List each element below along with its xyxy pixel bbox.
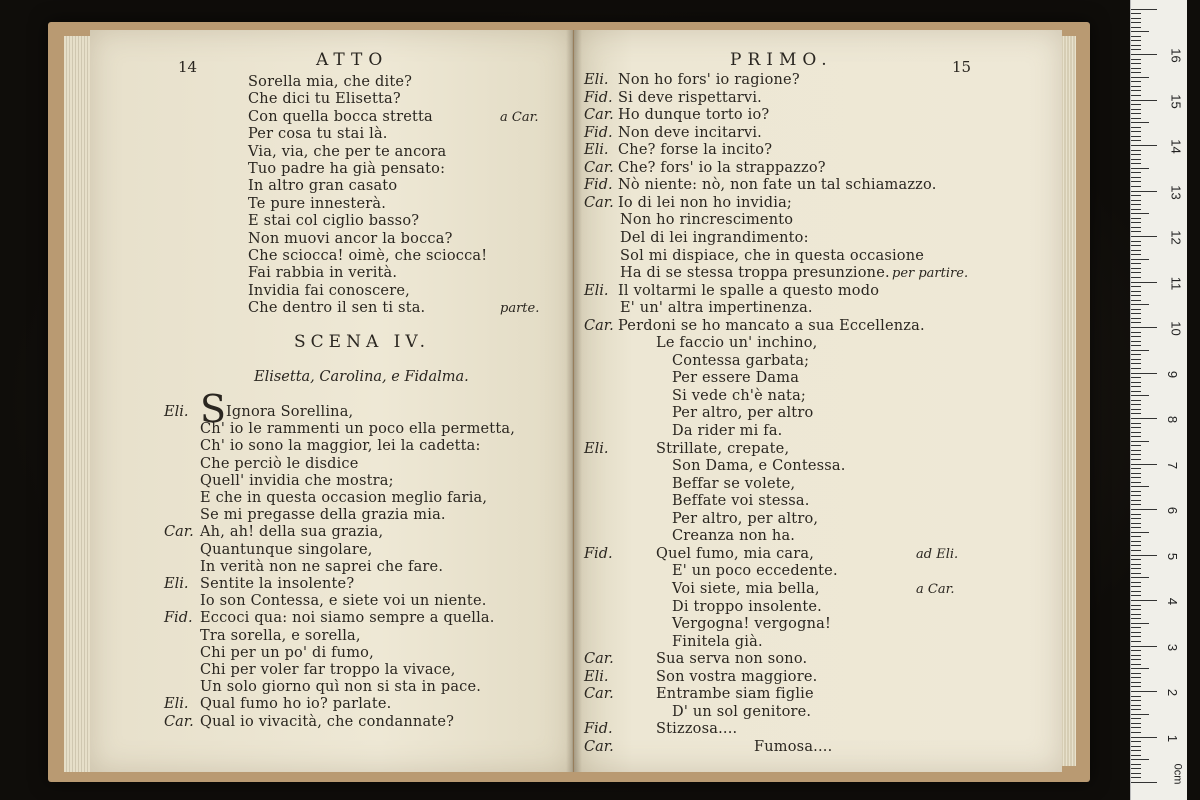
ruler-tick <box>1131 204 1141 205</box>
ruler-tick <box>1131 86 1141 87</box>
ruler-tick <box>1131 432 1141 433</box>
ruler-tick <box>1131 163 1141 164</box>
stage-direction: a Car. <box>500 109 539 125</box>
ruler-tick <box>1131 732 1141 733</box>
verse-line: Che dici tu Elisetta? <box>248 91 401 108</box>
ruler-tick <box>1131 336 1141 337</box>
ruler-label: 3 <box>1165 643 1181 651</box>
ruler-label: 9 <box>1165 370 1181 378</box>
ruler-tick <box>1131 723 1141 724</box>
ruler-tick <box>1131 286 1141 287</box>
ruler-tick <box>1131 254 1141 255</box>
stage-direction: parte. <box>500 301 540 317</box>
ruler-tick <box>1131 404 1141 405</box>
ruler-tick <box>1131 373 1157 374</box>
ruler-tick <box>1131 423 1141 424</box>
ruler-tick <box>1131 227 1141 228</box>
ruler-label: 11 <box>1168 276 1184 290</box>
ruler-tick <box>1131 263 1141 264</box>
ruler-tick <box>1131 186 1141 187</box>
ruler-tick <box>1131 477 1141 478</box>
ruler-tick <box>1131 573 1141 574</box>
dialogue-line: Quell' invidia che mostra; <box>200 472 394 489</box>
ruler-tick <box>1131 159 1141 160</box>
dialogue-line: Vergogna! vergogna! <box>672 616 831 633</box>
ruler-tick <box>1131 595 1141 596</box>
ruler-tick <box>1131 627 1141 628</box>
ruler-tick <box>1131 113 1141 114</box>
ruler-tick <box>1131 577 1149 578</box>
measurement-ruler <box>1130 0 1187 800</box>
ruler-tick <box>1131 545 1141 546</box>
speaker-label: Car. <box>584 317 614 334</box>
dialogue-line: Beffate voi stessa. <box>672 493 810 510</box>
ruler-tick <box>1131 668 1149 669</box>
left-running-head: ATTO <box>316 50 389 70</box>
ruler-tick <box>1131 136 1141 137</box>
ruler-tick <box>1131 63 1141 64</box>
ruler-tick <box>1131 664 1141 665</box>
drop-cap: S <box>200 387 227 431</box>
ruler-tick <box>1131 436 1141 437</box>
ruler-tick <box>1131 495 1141 496</box>
ruler-tick <box>1131 459 1141 460</box>
ruler-tick <box>1131 168 1149 169</box>
dialogue-line: Che? fors' io la strappazzo? <box>618 159 826 176</box>
ruler-tick <box>1131 250 1141 251</box>
ruler-tick <box>1131 172 1141 173</box>
stage-direction: per partire. <box>892 266 969 282</box>
right-running-head: PRIMO. <box>730 50 833 70</box>
speaker-label: Car. <box>584 159 614 176</box>
ruler-tick <box>1131 418 1157 419</box>
ruler-tick <box>1131 768 1141 769</box>
dialogue-line: Contessa garbata; <box>672 352 810 369</box>
dialogue-line: Ho dunque torto io? <box>618 107 770 124</box>
ruler-tick <box>1131 714 1149 715</box>
ruler-tick <box>1131 727 1141 728</box>
ruler-tick <box>1131 291 1141 292</box>
dialogue-line: Quel fumo, mia cara, <box>656 545 815 562</box>
verse-line: E stai col ciglio basso? <box>248 213 420 230</box>
ruler-tick <box>1131 395 1149 396</box>
ruler-tick <box>1131 509 1157 510</box>
verse-line: Te pure innesterà. <box>248 195 387 212</box>
speaker-label: Car. <box>164 713 194 730</box>
dialogue-line: Nò niente: nò, non fate un tal schiamazzo. <box>618 177 937 194</box>
ruler-tick <box>1131 518 1141 519</box>
left-page-number: 14 <box>178 58 198 76</box>
ruler-tick <box>1131 564 1141 565</box>
verse-line: Tuo padre ha già pensato: <box>248 161 446 177</box>
ruler-label: 7 <box>1165 461 1181 469</box>
ruler-tick <box>1131 377 1141 378</box>
dialogue-line: E' un poco eccedente. <box>672 563 838 580</box>
ruler-tick <box>1131 332 1141 333</box>
scene-heading: SCENA IV. <box>294 332 431 352</box>
ruler-label: 16 <box>1168 48 1184 63</box>
ruler-tick <box>1131 514 1141 515</box>
ruler-tick <box>1131 295 1141 296</box>
dialogue-line: Di troppo insolente. <box>672 598 822 615</box>
ruler-tick <box>1131 500 1141 501</box>
speaker-label: Car. <box>164 524 194 541</box>
ruler-tick <box>1131 277 1141 278</box>
ruler-tick <box>1131 450 1141 451</box>
ruler-tick <box>1131 659 1141 660</box>
dialogue-line: Io son Contessa, e siete voi un niente. <box>200 593 487 610</box>
dialogue-line: Quantunque singolare, <box>200 541 373 558</box>
right-page-number: 15 <box>952 58 972 76</box>
ruler-tick <box>1131 309 1141 310</box>
dialogue-line: Qual io vivacità, che condannate? <box>200 713 455 730</box>
ruler-tick <box>1131 527 1141 528</box>
ruler-tick <box>1131 504 1141 505</box>
ruler-tick <box>1131 409 1141 410</box>
ruler-label: 5 <box>1165 552 1181 560</box>
ruler-label: 14 <box>1168 139 1184 154</box>
ruler-tick <box>1131 359 1141 360</box>
ruler-tick <box>1131 473 1141 474</box>
ruler-tick <box>1131 36 1141 37</box>
ruler-tick <box>1131 40 1141 41</box>
cast-line: Elisetta, Carolina, e Fidalma. <box>254 369 469 385</box>
speaker-label: Fid. <box>164 610 193 627</box>
dialogue-line: Un solo giorno quì non si sta in pace. <box>200 679 482 696</box>
ruler-tick <box>1131 327 1157 328</box>
dialogue-line: Del di lei ingrandimento: <box>620 229 809 246</box>
ruler-tick <box>1131 218 1141 219</box>
ruler-tick <box>1131 441 1149 442</box>
ruler-tick <box>1131 154 1141 155</box>
ruler-label: 4 <box>1165 597 1181 606</box>
ruler-tick <box>1131 650 1141 651</box>
ruler-tick <box>1131 127 1141 128</box>
ruler-tick <box>1131 77 1149 78</box>
ruler-tick <box>1131 100 1157 101</box>
dialogue-line: Sua serva non sono. <box>656 651 808 668</box>
ruler-tick <box>1131 109 1141 110</box>
ruler-tick <box>1131 209 1141 210</box>
ruler-tick <box>1131 614 1141 615</box>
ruler-tick <box>1131 191 1157 192</box>
dialogue-line: Perdoni se ho mancato a sua Eccellenza. <box>618 317 925 334</box>
dialogue-line: Beffar se volete, <box>672 475 796 492</box>
ruler-tick <box>1131 550 1141 551</box>
dialogue-line: Che perciò le disdice <box>200 455 359 472</box>
dialogue-line: Voi siete, mia bella, <box>672 580 820 597</box>
dialogue-line: Son vostra maggiore. <box>656 668 818 685</box>
speaker-label: Car. <box>584 194 614 211</box>
dialogue-line: Non ho fors' io ragione? <box>618 72 800 88</box>
ruler-tick <box>1131 623 1149 624</box>
ruler-tick <box>1131 300 1141 301</box>
ruler-tick <box>1131 81 1141 82</box>
ruler-tick <box>1131 59 1141 60</box>
ruler-tick <box>1131 231 1141 232</box>
speaker-label: Eli. <box>584 282 609 299</box>
ruler-tick <box>1131 177 1141 178</box>
ruler-tick <box>1131 636 1141 637</box>
ruler-tick <box>1131 427 1141 428</box>
speaker-label: Eli. <box>584 72 609 88</box>
ruler-label: 10 <box>1168 321 1184 336</box>
dialogue-line: Si deve rispettarvi. <box>618 89 762 106</box>
verse-line: Invidia fai conoscere, <box>248 282 410 299</box>
verse-line: Via, via, che per te ancora <box>248 143 447 160</box>
ruler-tick <box>1131 445 1141 446</box>
dialogue-line: E che in questa occasion meglio faria, <box>200 490 488 506</box>
dialogue-line: Non deve incitarvi. <box>618 124 762 141</box>
ruler-tick <box>1131 486 1149 487</box>
ruler-tick <box>1131 350 1149 351</box>
ruler-tick <box>1131 72 1141 73</box>
ruler-tick <box>1131 363 1141 364</box>
ruler-tick <box>1131 582 1141 583</box>
ruler-tick <box>1131 322 1141 323</box>
ruler-tick <box>1131 345 1141 346</box>
dialogue-line: Fumosa.... <box>754 738 833 755</box>
ruler-tick <box>1131 9 1157 10</box>
speaker-label: Car. <box>584 686 614 703</box>
ruler-tick <box>1131 454 1141 455</box>
ruler-tick <box>1131 400 1141 401</box>
verse-line: Fai rabbia in verità. <box>248 265 398 282</box>
ruler-tick <box>1131 591 1141 592</box>
ruler-tick <box>1131 181 1141 182</box>
ruler-label: 15 <box>1168 93 1184 109</box>
ruler-tick <box>1131 705 1141 706</box>
ruler-label: 12 <box>1168 230 1184 245</box>
dialogue-line: Per altro, per altro, <box>672 510 819 527</box>
dialogue-line: In verità non ne saprei che fare. <box>200 558 444 575</box>
ruler-tick <box>1131 609 1141 610</box>
ruler-tick <box>1131 318 1141 319</box>
ruler-tick <box>1131 245 1141 246</box>
dialogue-line: Sol mi dispiace, che in questa occasione <box>620 247 925 264</box>
dialogue-line: Per altro, per altro <box>672 405 814 422</box>
ruler-tick <box>1131 755 1141 756</box>
ruler-tick <box>1131 145 1157 146</box>
ruler-tick <box>1131 646 1157 647</box>
speaker-label: Eli. <box>584 668 609 685</box>
ruler-tick <box>1131 354 1141 355</box>
ruler-tick <box>1131 536 1141 537</box>
ruler-tick <box>1131 605 1141 606</box>
dialogue-line: D' un sol genitore. <box>672 703 812 720</box>
ruler-tick <box>1131 737 1157 738</box>
ruler-label: 1 <box>1165 734 1181 742</box>
ruler-tick <box>1131 241 1141 242</box>
ruler-tick <box>1131 236 1157 237</box>
speaker-label: Eli. <box>584 440 609 457</box>
dialogue-line: Le faccio un' inchino, <box>656 335 818 352</box>
dialogue-line: Che? forse la incito? <box>618 142 773 159</box>
ruler-tick <box>1131 200 1141 201</box>
ruler-tick <box>1131 559 1141 560</box>
ruler-label: 13 <box>1168 184 1184 200</box>
ruler-tick <box>1131 150 1141 151</box>
ruler-tick <box>1131 45 1141 46</box>
dialogue-line: Ha di se stessa troppa presunzione. <box>620 265 890 282</box>
stage-direction: a Car. <box>916 581 955 597</box>
ruler-tick <box>1131 22 1141 23</box>
ruler-tick <box>1131 718 1141 719</box>
ruler-label: 2 <box>1165 688 1181 697</box>
dialogue-line: Per essere Dama <box>672 370 800 387</box>
ruler-tick <box>1131 641 1141 642</box>
book-gutter <box>566 30 582 772</box>
ruler-tick <box>1131 773 1141 774</box>
speaker-label: Fid. <box>584 89 613 106</box>
ruler-tick <box>1131 259 1149 260</box>
speaker-label: Eli. <box>164 404 189 420</box>
ruler-tick <box>1131 482 1141 483</box>
ruler-tick <box>1131 122 1149 123</box>
ruler-tick <box>1131 677 1141 678</box>
ruler-tick <box>1131 586 1141 587</box>
ruler-tick <box>1131 568 1141 569</box>
dialogue-line: Eccoci qua: noi siamo sempre a quella. <box>200 610 495 627</box>
ruler-tick <box>1131 523 1141 524</box>
ruler-tick <box>1131 282 1157 283</box>
ruler-tick <box>1131 555 1157 556</box>
ruler-tick <box>1131 13 1141 14</box>
dialogue-line: Ch' io le rammenti un poco ella permetta, <box>200 421 516 438</box>
ruler-tick <box>1131 368 1141 369</box>
verse-line: Non muovi ancor la bocca? <box>248 230 453 247</box>
ruler-tick <box>1131 741 1141 742</box>
dialogue-line: Se mi pregasse della grazia mia. <box>200 507 446 524</box>
speaker-label: Eli. <box>584 142 609 159</box>
ruler-tick <box>1131 213 1149 214</box>
ruler-tick <box>1131 746 1141 747</box>
ruler-tick <box>1131 764 1141 765</box>
ruler-tick <box>1131 140 1141 141</box>
ruler-tick <box>1131 382 1141 383</box>
ruler-tick <box>1131 27 1141 28</box>
ruler-tick <box>1131 313 1141 314</box>
ruler-tick <box>1131 104 1141 105</box>
verse-line: Che sciocca! oimè, che sciocca! <box>248 248 488 264</box>
dialogue-line: Son Dama, e Contessa. <box>672 458 846 475</box>
dialogue-line: Tra sorella, e sorella, <box>200 627 361 644</box>
ruler-tick <box>1131 268 1141 269</box>
dialogue-line: Qual fumo ho io? parlate. <box>200 696 392 713</box>
ruler-tick <box>1131 700 1141 701</box>
ruler-tick <box>1131 782 1157 783</box>
verse-line: In altro gran casato <box>248 178 398 195</box>
ruler-tick <box>1131 682 1141 683</box>
ruler-tick <box>1131 464 1157 465</box>
speaker-label: Fid. <box>584 177 613 194</box>
speaker-label: Car. <box>584 651 614 668</box>
speaker-label: Eli. <box>164 696 189 713</box>
dialogue-line: Il voltarmi le spalle a questo modo <box>618 282 880 299</box>
ruler-tick <box>1131 391 1141 392</box>
dialogue-line: Creanza non ha. <box>672 528 796 545</box>
ruler-tick <box>1131 632 1141 633</box>
dialogue-line: Entrambe siam figlie <box>656 686 814 703</box>
ruler-tick <box>1131 691 1157 692</box>
dialogue-line: Ah, ah! della sua grazia, <box>200 524 384 541</box>
ruler-tick <box>1131 777 1141 778</box>
verse-line: Che dentro il sen ti sta. <box>248 300 426 317</box>
stage-direction: ad Eli. <box>916 546 959 562</box>
dialogue-line: Io di lei non ho invidia; <box>618 194 793 211</box>
ruler-tick <box>1131 195 1141 196</box>
ruler-tick <box>1131 696 1141 697</box>
ruler-tick <box>1131 49 1141 50</box>
ruler-tick <box>1131 709 1141 710</box>
ruler-tick <box>1131 304 1149 305</box>
speaker-label: Fid. <box>584 124 613 141</box>
ruler-tick <box>1131 600 1157 601</box>
dialogue-line: Da rider mi fa. <box>672 423 783 439</box>
dialogue-line: Stizzosa.... <box>656 721 738 738</box>
dialogue-line: Si vede ch'è nata; <box>672 387 807 404</box>
verse-line: Sorella mia, che dite? <box>248 74 413 90</box>
ruler-tick <box>1131 532 1149 533</box>
dialogue-line: E' un' altra impertinenza. <box>620 300 813 317</box>
verse-line: Per cosa tu stai là. <box>248 126 388 143</box>
ruler-tick <box>1131 541 1141 542</box>
ruler-tick <box>1131 759 1149 760</box>
dialogue-line: Sentite la insolente? <box>200 576 355 592</box>
ruler-tick <box>1131 468 1141 469</box>
dialogue-line: Strillate, crepate, <box>656 440 790 457</box>
ruler-tick <box>1131 222 1141 223</box>
speaker-label: Fid. <box>584 721 613 738</box>
ruler-unit: 0cm <box>1171 763 1184 785</box>
dialogue-line: Finitela già. <box>672 633 763 650</box>
ruler-tick <box>1131 95 1141 96</box>
ruler-tick <box>1131 272 1141 273</box>
ruler-tick <box>1131 341 1141 342</box>
dialogue-line: Ch' io sono la maggior, lei la cadetta: <box>200 438 481 455</box>
ruler-tick <box>1131 655 1141 656</box>
ruler-tick <box>1131 131 1141 132</box>
ruler-tick <box>1131 386 1141 387</box>
ruler-tick <box>1131 118 1141 119</box>
dialogue-line: Non ho rincrescimento <box>620 212 794 229</box>
ruler-tick <box>1131 18 1141 19</box>
verse-line: Con quella bocca stretta <box>248 108 433 125</box>
ruler-tick <box>1131 618 1141 619</box>
ruler-tick <box>1131 673 1141 674</box>
ruler-tick <box>1131 31 1149 32</box>
speaker-label: Fid. <box>584 545 613 562</box>
dialogue-line: Chi per voler far troppo la vivace, <box>200 662 456 678</box>
ruler-tick <box>1131 90 1141 91</box>
ruler-tick <box>1131 491 1141 492</box>
ruler-tick <box>1131 413 1141 414</box>
speaker-label: Car. <box>584 738 614 755</box>
dialogue-line: Ignora Sorellina, <box>226 404 354 420</box>
ruler-label: 8 <box>1165 415 1181 424</box>
speaker-label: Car. <box>584 107 614 124</box>
speaker-label: Eli. <box>164 576 189 592</box>
ruler-label: 6 <box>1165 506 1181 515</box>
ruler-tick <box>1131 686 1141 687</box>
ruler-tick <box>1131 750 1141 751</box>
ruler-tick <box>1131 68 1141 69</box>
dialogue-line: Chi per un po' di fumo, <box>200 644 374 661</box>
ruler-tick <box>1131 54 1157 55</box>
